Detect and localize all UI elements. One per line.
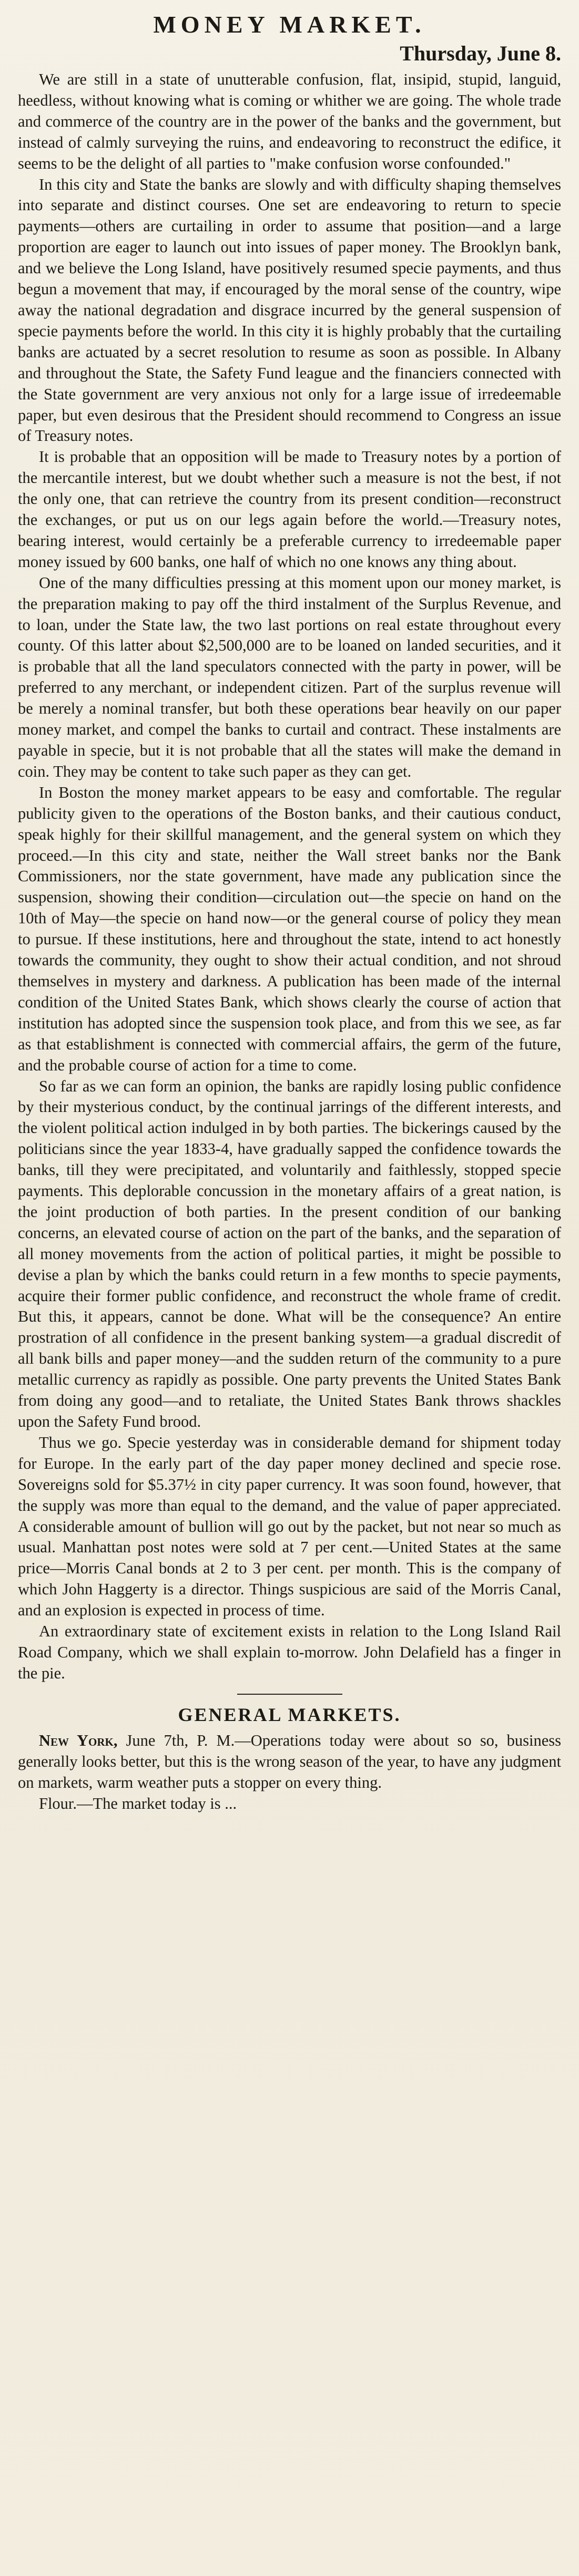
- paragraph: So far as we can form an opinion, the banks are rapidly losing public confidence by their mysterious conduct, by the continual jarrings of the different interests, and the violent political action indulged in by both parties. The bickerings caused by the politicians since the year 1833-4, have gradually sapped the confidence towards the banks, till they were precipitated, and voluntarily and faithlessly, stopped specie payments. This deplorable concussion in the monetary affairs of a great nation, is the joint production of both parties. In the present condition of our banking concerns, an elevated course of action on the part of the banks, and the separation of all money movements from the action of political parties, it might be possible to devise a plan by which the banks could return in a few months to specie payments, acquire their former public confidence, and reconstruct the whole frame of credit. But this, it appears, cannot be done. What will be the consequence? An entire prostration of all confidence in the present banking system—a gradual discredit of all bank bills and paper money—and the sudden return of the community to a pure metallic currency as rapidly as possible. One party prevents the United States Bank from doing any good—and to retaliate, the United States Bank throws shackles upon the Safety Fund brood.: [18, 1077, 561, 1430]
- paragraph: Thus we go. Specie yesterday was in considerable demand for shipment today for Europe. In the early part of the day paper money declined and specie rose. Sovereigns sold for $5.37½ in city paper currency. It was soon found, however, that the supply was more than equal to the demand, and the value of paper appreciated. A considerable amount of bullion will go out by the packet, but not near so much as usual. Manhattan post notes were sold at 7 per cent.—United States at the same price—Morris Canal bonds at 2 to 3 per cent. per month. This is the company of which John Haggerty is a director. Things suspicious are said of the Morris Canal, and an explosion is expected in process of time.: [18, 1433, 561, 1620]
- market-report-paragraph: [18, 1730, 561, 1794]
- paragraph: It is probable that an opposition will be made to Treasury notes by a portion of the mercantile interest, but we doubt whether such a measure is not the best, if not the only one, that can retrieve the country from its present condition—reconstruct the exchanges, or put us on our legs again before the world.—Treasury notes, bearing interest, would certainly be a preferable currency to irredeemable paper money issued by 600 banks, one half of which no one knows any thing about.: [18, 448, 561, 571]
- lead-place: New York,: [39, 1731, 118, 1749]
- cut-off-line: Flour.—The market today is ...: [39, 1794, 237, 1812]
- lead-text: June 7th, P. M.—Operations today were about so so, business generally looks better, but this is the wrong season of the year, to have any judgment on markets, warm weather puts a stopper on every thing.: [18, 1731, 562, 1791]
- paragraph: In this city and State the banks are slowly and with difficulty shaping themselves into separate and distinct courses. One set are endeavoring to return to specie payments—others are curtailing in order to assume that position—and a large proportion are eager to launch out into issues of paper money. The Brooklyn bank, and we believe the Long Island, have positively resumed specie payments, and thus begun a movement that may, if encouraged by the moral sense of the country, wipe away the national degradation and disgrace incurred by the general suspension of specie payments before the world. In this city it is highly probably that the curtailing banks are actuated by a secret resolution to resume as soon as possible. In Albany and throughout the State, the Safety Fund league and the financiers connected with the State government are very anxious not only for a large issue of irredeemable paper, but even desirous that the President should recommend to Congress an issue of Treasury notes.: [18, 175, 561, 445]
- dateline: Thursday, June 8.: [400, 42, 561, 65]
- column-heading: MONEY MARKET.: [153, 11, 426, 38]
- article-body: [18, 69, 561, 1684]
- paragraph: We are still in a state of unutterable confusion, flat, insipid, stupid, languid, heedless, without knowing what is coming or whither we are going. The whole trade and commerce of the country are in the power of the banks and the government, but instead of calmly surveying the ruins, and endeavoring to reconstruct the edifice, it seems to be the delight of all parties to "make confusion worse confounded.": [18, 70, 561, 172]
- section-divider: [237, 1694, 342, 1695]
- paragraph: In Boston the money market appears to be easy and comfortable. The regular publicity given to the operations of the Boston banks, and their cautious conduct, speak highly for their skillful management, and the general system on which they proceed.—In this city and state, neither the Wall street banks nor the Bank Commissioners, nor the state government, have made any publication since the suspension, showing their condition—circulation out—the specie on hand on the 10th of May—the specie on hand now—or the general course of policy they mean to pursue. If these institutions, here and throughout the state, intend to act honestly towards the community, they ought to show their actual condition, and not shroud themselves in mystery and darkness. A publication has been made of the internal condition of the United States Bank, which shows clearly the course of action that institution has adopted since the suspension took place, and from this we see, as far as that establishment is connected with commercial affairs, the germ of the future, and the probable course of action for a time to come.: [18, 783, 561, 1074]
- paragraph: One of the many difficulties pressing at this moment upon our money market, is the preparation making to pay off the third instalment of the Surplus Revenue, and to loan, under the State law, the two last portions on real estate throughout every county. Of this latter about $2,500,000 are to be loaned on landed securities, and it is probable that all the land speculators connected with the party in power, will be preferred to any merchant, or independent citizen. Part of the surplus revenue will be merely a nominal transfer, but both these operations bear heavily on our paper money market, and compel the banks to curtail and contract. These instalments are payable in specie, but it is not probable that all the states will make the demand in coin. They may be content to take such paper as they can get.: [18, 573, 561, 780]
- section-heading: GENERAL MARKETS.: [178, 1704, 401, 1725]
- paragraph: An extraordinary state of excitement exists in relation to the Long Island Rail Road Company, which we shall explain to-morrow. John Delafield has a finger in the pie.: [18, 1622, 561, 1682]
